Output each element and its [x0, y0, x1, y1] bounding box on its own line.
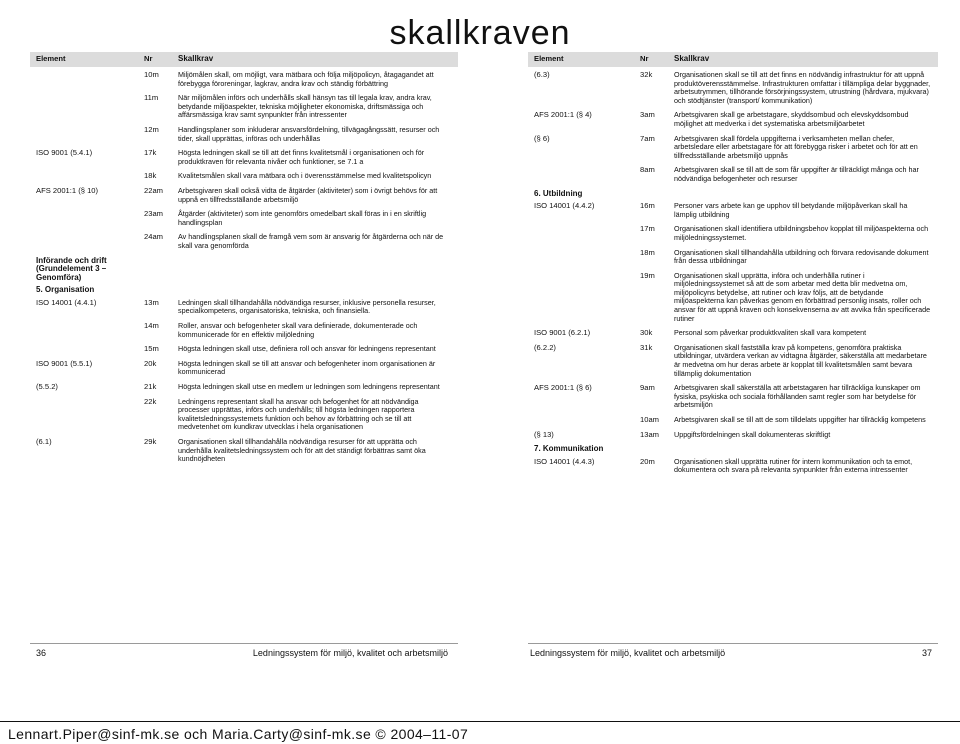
- row-text: Miljömålen skall, om möjligt, vara mätbara och följa miljöpolicyn, åtagagandet att förebygga föroreningar, lagkrav, andra krav och ständig förbättring: [178, 70, 434, 88]
- row-nr: 14m: [144, 321, 159, 331]
- row-element: ISO 9001 (6.2.1): [534, 328, 591, 338]
- table-row: [30, 322, 458, 339]
- row-element: ISO 14001 (4.4.1): [36, 297, 97, 307]
- row-element: [528, 225, 640, 242]
- document-page-left: [30, 52, 458, 662]
- table-row: [528, 344, 938, 378]
- row-element: [30, 172, 144, 181]
- row-element: (6.2.2): [534, 342, 556, 352]
- table-header: [528, 52, 938, 67]
- row-text: Organisationen skall upprätta, införa och underhålla rutiner i miljöledningssystemet så att de som arbetar med detta blir medvetna om, miljöpolicyns betydelse, att rutiner och krav följs, att de betydande miljöaspekterna kan påverkas genom en förbättrad personlig insats, roller och ansvar för att uppnå kraven och konsekvenserna av att avvika från specificerade rutiner: [674, 270, 931, 323]
- row-text: Ledningens representant skall ha ansvar och befogenhet för att nödvändiga processer upprättas, införs och underhålls; till högsta ledningen rapportera kvalitetsledningssystemets funktion och behov av förbättring och se till att medvetenhet om kundkrav utvecklas i hela organisationen: [178, 396, 419, 432]
- row-text: När miljömålen införs och underhålls skall hänsyn tas till legala krav, andra krav, betydande miljöaspekter, tekniska möjligheter ekonomiska, driftsmässiga och affärsmässiga krav samt synpunkter från intressenter: [178, 93, 432, 120]
- table-row: [30, 233, 458, 250]
- table-row: [528, 431, 938, 440]
- table-row: [528, 416, 938, 425]
- table-row: [30, 360, 458, 377]
- row-nr: 10m: [144, 70, 159, 79]
- table-row: [30, 187, 458, 204]
- row-text: Handlingsplaner som inkluderar ansvarsfördelning, tillvägagångssätt, resurser och tider, skall upprättas, införas och underhållas: [178, 124, 440, 143]
- row-text: Åtgärder (aktiviteter) som inte genomförs omedelbart skall föras in i en skriftlig handlingsplan: [178, 209, 427, 227]
- section-heading-organisation: 5. Organisation: [36, 285, 95, 295]
- row-nr: 11m: [144, 93, 159, 103]
- row-element: [528, 249, 640, 266]
- row-nr: 17k: [144, 148, 157, 158]
- row-text: Personal som påverkar produktkvaliten skall vara kompetent: [674, 328, 867, 338]
- page-number: 36: [36, 647, 47, 658]
- row-element: [30, 322, 144, 339]
- row-text: Organisationen skall upprätta rutiner för intern kommunikation och ta emot, dokumentera och svara på relevanta synpunkter från externa intressenter: [674, 456, 913, 475]
- row-element: (6.1): [36, 437, 52, 446]
- row-element: AFS 2001:1 (§ 10): [36, 185, 99, 195]
- table-row: [528, 225, 938, 242]
- header-skallkrav: Skallkrav: [674, 54, 710, 64]
- footer-text: Ledningssystem för miljö, kvalitet och arbetsmiljö: [252, 647, 448, 658]
- row-element: (§ 6): [534, 133, 550, 143]
- bottom-caption: Lennart.Piper@sinf-mk.se och Maria.Carty@sinf-mk.se © 2004–11-07: [8, 726, 469, 742]
- row-text: Högsta ledningen skall se till att det finns kvalitetsmål i organisationen och för produktkraven för relevanta nivåer och funktioner, se 7.1 a: [178, 148, 425, 166]
- row-element: [30, 94, 144, 120]
- table-header: [30, 52, 458, 67]
- row-nr: 3am: [640, 110, 655, 120]
- table-row: [528, 329, 938, 338]
- row-element: (§ 13): [534, 429, 554, 439]
- table-row: [528, 249, 938, 266]
- row-element: ISO 14001 (4.4.3): [534, 456, 595, 466]
- row-nr: 7am: [640, 133, 655, 143]
- table-row: [30, 149, 458, 166]
- row-nr: 10am: [640, 415, 659, 424]
- row-element: [528, 416, 640, 425]
- row-element: [30, 126, 144, 143]
- table-row: [528, 272, 938, 324]
- row-text: Organisationen skall tillhandahålla nödvändiga resurser för att upprätta och underhålla kvalitetsledningssystem och för att det ständigt förbättras samt öka kundnöjdheten: [178, 437, 426, 464]
- page-number: 37: [921, 647, 932, 658]
- row-nr: 20m: [640, 456, 655, 466]
- row-text: Arbetsgivaren skall se till att de som får uppgifter är tillräckligt många och har nödvändiga befogenheter och resurser: [674, 165, 919, 183]
- row-element: ISO 14001 (4.4.2): [534, 201, 595, 211]
- row-nr: 9am: [640, 383, 655, 393]
- row-text: Högsta ledningen skall se till att ansvar och befogenheter inom organisationen är kommunicerad: [178, 358, 436, 377]
- row-element: [30, 71, 144, 88]
- row-nr: 19m: [640, 270, 655, 280]
- row-nr: 22k: [144, 396, 157, 406]
- table-row: [528, 71, 938, 105]
- row-text: Organisationen skall fastställa krav på kompetens, genomföra praktiska utbildningar, utvärdera verkan av vidtagna åtgärder, säkerställa att medarbetare är medvetna om hur deras arbete är kopplat till kvalitetsmålen samt bevara tillämplig dokumentation: [674, 342, 927, 378]
- row-nr: 12m: [144, 124, 159, 134]
- row-element: [30, 398, 144, 432]
- row-nr: 23am: [144, 209, 163, 219]
- table-row: [528, 458, 938, 475]
- section-heading-introduction: Införande och drift (Grundelement 3 – Genomföra): [36, 255, 107, 282]
- row-nr: 31k: [640, 342, 653, 352]
- header-nr: Nr: [640, 54, 649, 64]
- row-element: [528, 166, 640, 183]
- document-page-right: [528, 52, 938, 662]
- row-text: Av handlingsplanen skall de framgå vem som är ansvarig för åtgärderna och när de skall vara genomförda: [178, 232, 444, 250]
- row-text: Organisationen skall tillhandahålla utbildning och förvara redovisande dokument från dessa utbildningar: [674, 247, 929, 266]
- table-row: [30, 210, 458, 227]
- section-heading-utbildning: 6. Utbildning: [534, 188, 583, 198]
- row-text: Roller, ansvar och befogenheter skall vara definierade, dokumenterade och kommunicerade för en effektiv miljöledning: [178, 321, 418, 339]
- row-nr: 18k: [144, 171, 157, 181]
- row-text: Personer vars arbete kan ge upphov till betydande miljöpåverkan skall ha lämplig utbildning: [674, 201, 908, 219]
- row-nr: 13m: [144, 297, 159, 307]
- table-row: [30, 299, 458, 316]
- table-row: [30, 345, 458, 354]
- page-footer: [30, 643, 458, 662]
- row-element: (6.3): [534, 70, 550, 79]
- table-row: [30, 383, 458, 392]
- row-text: Ledningen skall tillhandahålla nödvändiga resurser, inklusive personella resurser, specialkompetens, organisatoriska, tekniska, och finansiella.: [178, 297, 436, 316]
- row-nr: 24am: [144, 232, 163, 242]
- row-nr: 13am: [640, 429, 659, 439]
- footer-text: Ledningssystem för miljö, kvalitet och arbetsmiljö: [530, 647, 726, 658]
- header-skallkrav: Skallkrav: [178, 54, 214, 64]
- row-nr: 32k: [640, 70, 653, 79]
- row-nr: 20k: [144, 358, 157, 368]
- row-element: [528, 272, 640, 324]
- slide-title: skallkraven: [389, 14, 571, 52]
- row-text: Organisationen skall identifiera utbildningsbehov kopplat till miljöaspekterna och miljöledningssystemet.: [674, 224, 929, 242]
- row-text: Arbetsgivaren skall fördela uppgifterna i verksamheten mellan chefer, arbetsledare eller arbetstagare för att förebygga risker i arbetet och för att en tillfredsställande arbetsmiljö uppnås: [674, 133, 918, 160]
- table-row: [30, 126, 458, 143]
- table-row: [30, 71, 458, 88]
- row-nr: 8am: [640, 165, 655, 175]
- header-nr: Nr: [144, 54, 153, 64]
- row-element: AFS 2001:1 (§ 4): [534, 110, 592, 120]
- table-row: [30, 172, 458, 181]
- section-heading-kommunikation: 7. Kommunikation: [534, 444, 604, 454]
- row-text: Arbetsgivaren skall se till att de som tilldelats uppgifter har tillräcklig kompetens: [674, 415, 926, 424]
- table-row: [30, 398, 458, 432]
- row-nr: 22am: [144, 185, 163, 195]
- row-element: (5.5.2): [36, 382, 58, 392]
- row-element: [30, 233, 144, 250]
- header-element: Element: [36, 54, 66, 64]
- bottom-divider: [0, 721, 960, 722]
- table-row: [528, 202, 938, 219]
- row-nr: 18m: [640, 247, 655, 257]
- table-row: [528, 111, 938, 128]
- row-text: Arbetsgivaren skall också vidta de åtgärder (aktiviteter) som i övrigt behövs för att uppnå en tillfredsställande arbetsmiljö: [178, 185, 438, 204]
- row-text: Arbetsgivaren skall säkerställa att arbetstagaren har tillräckliga kunskaper om fysiska, psykiska och sociala förhållanden samt regler som har betydelse för arbetsmiljön: [674, 383, 921, 410]
- row-nr: 17m: [640, 224, 655, 234]
- row-element: [30, 210, 144, 227]
- row-text: Uppgiftsfördelningen skall dokumenteras skriftligt: [674, 429, 831, 439]
- header-element: Element: [534, 54, 564, 64]
- page-footer: [528, 643, 938, 662]
- row-nr: 30k: [640, 328, 653, 338]
- table-row: [528, 135, 938, 161]
- row-text: Kvalitetsmålen skall vara mätbara och i överensstämmelse med kvalitetspolicyn: [178, 171, 432, 181]
- row-text: Organisationen skall se till att det finns en nödvändig infrastruktur för att uppnå produktöverensstämmelse. Infrastrukturen omfattar i tillämpliga delar byggnader, arbetsutrymmen, tillhörande försörjningssystem, utrustning (hårdvara, mjukvara) och stödtjänster (transport/ kommunikation): [674, 70, 931, 105]
- row-text: Högsta ledningen skall utse en medlem ur ledningen som ledningens representant: [178, 382, 440, 392]
- row-element: ISO 9001 (5.4.1): [36, 148, 93, 158]
- table-row: [30, 438, 458, 464]
- row-text: Arbetsgivaren skall ge arbetstagare, skyddsombud och elevskyddsombud möjlighet att medverka i det systematiska arbetsmiljöarbetet: [674, 110, 909, 128]
- table-row: [30, 94, 458, 120]
- row-nr: 15m: [144, 344, 159, 354]
- row-nr: 29k: [144, 437, 157, 446]
- table-row: [528, 166, 938, 183]
- row-element: ISO 9001 (5.5.1): [36, 358, 93, 368]
- row-nr: 16m: [640, 201, 655, 211]
- row-element: AFS 2001:1 (§ 6): [534, 383, 592, 393]
- row-element: [30, 345, 144, 354]
- table-row: [528, 384, 938, 410]
- row-text: Högsta ledningen skall utse, definiera roll och ansvar för ledningens representant: [178, 344, 436, 354]
- row-nr: 21k: [144, 382, 157, 392]
